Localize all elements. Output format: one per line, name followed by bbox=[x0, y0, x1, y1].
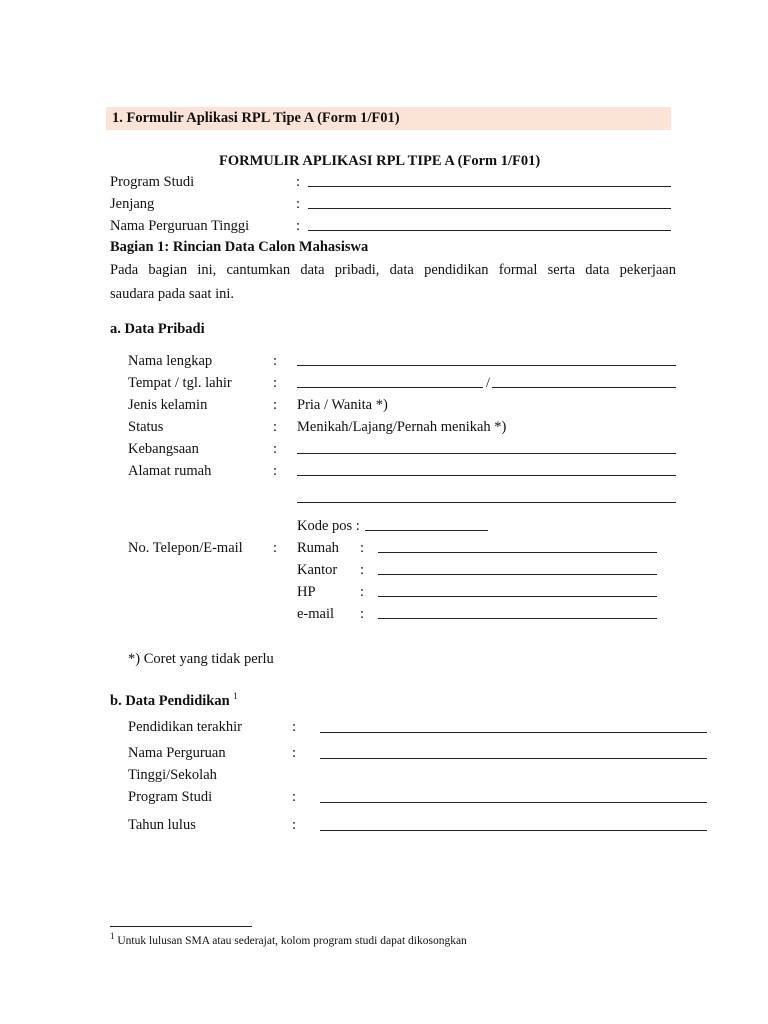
alamat-rumah-field-1[interactable] bbox=[297, 475, 676, 476]
footnote-separator bbox=[110, 926, 252, 927]
section-title: 1. Formulir Aplikasi RPL Tipe A (Form 1/F01) bbox=[112, 110, 400, 126]
jenis-kelamin-options[interactable]: Pria / Wanita *) bbox=[297, 397, 388, 413]
part1-heading: Bagian 1: Rincian Data Calon Mahasiswa bbox=[110, 239, 369, 255]
nama-lengkap-label: Nama lengkap bbox=[128, 353, 213, 369]
personal-data-heading: a. Data Pribadi bbox=[110, 321, 205, 337]
program-studi-colon: : bbox=[296, 174, 301, 190]
edu-program-studi-label: Program Studi bbox=[128, 789, 213, 805]
edu-program-studi-field[interactable] bbox=[320, 802, 707, 803]
kebangsaan-colon: : bbox=[273, 441, 278, 457]
jenis-kelamin-colon: : bbox=[273, 397, 278, 413]
pendidikan-terakhir-field[interactable] bbox=[320, 732, 707, 733]
telepon-email-colon: : bbox=[273, 540, 278, 556]
footnote-text: Untuk lulusan SMA atau sederajat, kolom program studi dapat dikosongkan bbox=[114, 934, 467, 947]
kode-pos-field[interactable] bbox=[365, 530, 488, 531]
kantor-label: Kantor bbox=[297, 562, 338, 578]
education-heading-text: b. Data Pendidikan bbox=[110, 692, 230, 709]
status-colon: : bbox=[273, 419, 278, 435]
date-divider: / bbox=[486, 375, 491, 391]
status-label: Status bbox=[128, 419, 164, 435]
footnote bbox=[110, 931, 467, 947]
program-studi-label: Program Studi bbox=[110, 174, 195, 190]
status-options[interactable]: Menikah/Lajang/Pernah menikah *) bbox=[297, 419, 507, 435]
hp-field[interactable] bbox=[378, 596, 657, 597]
footnote-mark: 1 bbox=[110, 931, 115, 941]
kode-pos-label: Kode pos : bbox=[297, 518, 360, 534]
tahun-lulus-field[interactable] bbox=[320, 830, 707, 831]
form-heading: FORMULIR APLIKASI RPL TIPE A (Form 1/F01) bbox=[219, 153, 541, 169]
pendidikan-terakhir-colon: : bbox=[292, 719, 297, 735]
nama-perguruan-tinggi-field[interactable] bbox=[308, 230, 671, 231]
email-colon: : bbox=[360, 606, 365, 622]
kebangsaan-field[interactable] bbox=[297, 453, 676, 454]
jenjang-label: Jenjang bbox=[110, 196, 155, 212]
jenis-kelamin-label: Jenis kelamin bbox=[128, 397, 208, 413]
tempat-tgl-lahir-colon: : bbox=[273, 375, 278, 391]
hp-label: HP bbox=[297, 584, 316, 600]
alamat-rumah-label: Alamat rumah bbox=[128, 463, 212, 479]
rumah-colon: : bbox=[360, 540, 365, 556]
nama-lengkap-field[interactable] bbox=[297, 365, 676, 366]
tempat-lahir-field[interactable] bbox=[297, 387, 483, 388]
kantor-phone-field[interactable] bbox=[378, 574, 657, 575]
jenjang-field[interactable] bbox=[308, 208, 671, 209]
nama-perguruan-field[interactable] bbox=[320, 758, 707, 759]
nama-perguruan-tinggi-label: Nama Perguruan Tinggi bbox=[110, 218, 250, 234]
kebangsaan-label: Kebangsaan bbox=[128, 441, 199, 457]
telepon-email-label: No. Telepon/E-mail bbox=[128, 540, 243, 556]
tgl-lahir-field[interactable] bbox=[492, 387, 676, 388]
tinggi-sekolah-label: Tinggi/Sekolah bbox=[128, 767, 217, 783]
nama-lengkap-colon: : bbox=[273, 353, 278, 369]
program-studi-field[interactable] bbox=[308, 186, 671, 187]
nama-perguruan-tinggi-colon: : bbox=[296, 218, 301, 234]
tahun-lulus-colon: : bbox=[292, 817, 297, 833]
alamat-rumah-colon: : bbox=[273, 463, 278, 479]
email-label: e-mail bbox=[297, 606, 335, 622]
pendidikan-terakhir-label: Pendidikan terakhir bbox=[128, 719, 242, 735]
part1-intro-line1: Pada bagian ini, cantumkan data pribadi, data pendidikan formal serta data pekerjaan bbox=[110, 262, 676, 278]
email-field[interactable] bbox=[378, 618, 657, 619]
tempat-tgl-lahir-label: Tempat / tgl. lahir bbox=[128, 375, 232, 391]
education-heading bbox=[110, 691, 238, 710]
rumah-phone-field[interactable] bbox=[378, 552, 657, 553]
alamat-rumah-field-2[interactable] bbox=[297, 502, 676, 503]
rumah-label: Rumah bbox=[297, 540, 339, 556]
nama-perguruan-label: Nama Perguruan bbox=[128, 745, 226, 761]
strike-note: *) Coret yang tidak perlu bbox=[128, 651, 274, 667]
hp-colon: : bbox=[360, 584, 365, 600]
kantor-colon: : bbox=[360, 562, 365, 578]
tahun-lulus-label: Tahun lulus bbox=[128, 817, 196, 833]
edu-program-studi-colon: : bbox=[292, 789, 297, 805]
jenjang-colon: : bbox=[296, 196, 301, 212]
part1-intro-line2: saudara pada saat ini. bbox=[110, 286, 235, 302]
nama-perguruan-colon: : bbox=[292, 745, 297, 761]
education-footnote-mark: 1 bbox=[233, 691, 238, 701]
